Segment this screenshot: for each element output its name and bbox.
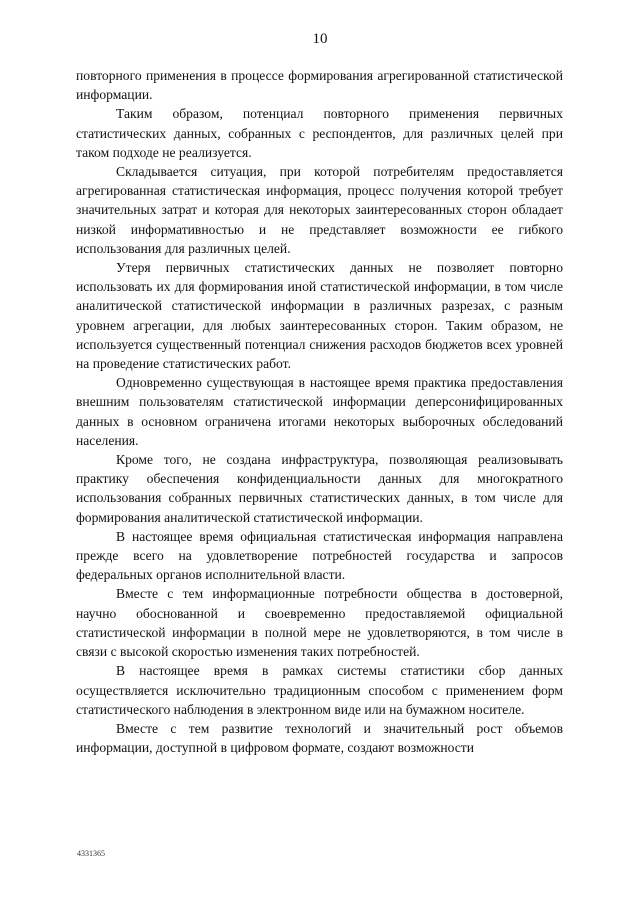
paragraph-2: Таким образом, потенциал повторного применения первичных статистических данных, собранных с респондентов, для различных целей при таком подходе не реализуется. — [76, 106, 563, 160]
paragraph-10: Вместе с тем развитие технологий и значительный рост объемов информации, доступной в цифровом формате, создают возможности — [76, 720, 563, 756]
document-body — [76, 66, 563, 757]
paragraph-8: Вместе с тем информационные потребности общества в достоверной, научно обоснованной и своевременно предоставляемой официальной статистической информации в полной мере не удовлетворяются, в том числе в связи с высокой скоростью изменения таких потребностей. — [76, 586, 563, 660]
paragraph-1: повторного применения в процессе формирования агрегированной статистической информации. — [76, 68, 563, 103]
paragraph-3: Складывается ситуация, при которой потребителям предоставляется агрегированная статистическая информация, процесс получения которой требует значительных затрат и которая для некоторых заинтересованных сторон обладает низкой информативностью и не представляет возможности ее гибкого использования для различных целей. — [76, 164, 563, 256]
page-number: 10 — [312, 31, 328, 47]
paragraph-4: Утеря первичных статистических данных не позволяет повторно использовать их для формирования иной статистической информации, в том числе аналитической статистической информации в различных разрезах, с разным уровнем агрегации, для любых заинтересованных сторон. Таким образом, не используется существенный потенциал снижения расходов бюджетов всех уровней на проведение статистических работ. — [76, 260, 563, 372]
paragraph-9: В настоящее время в рамках системы статистики сбор данных осуществляется исключительно традиционным способом с применением форм статистического наблюдения в электронном виде или на бумажном носителе. — [76, 663, 563, 717]
document-code: 4331365 — [77, 849, 105, 858]
paragraph-5: Одновременно существующая в настоящее время практика предоставления внешним пользователям статистической информации деперсонифицированных данных в основном ограничена итогами некоторых выборочных обследований населения. — [76, 375, 563, 448]
paragraph-7: В настоящее время официальная статистическая информация направлена прежде всего на удовлетворение потребностей государства и запросов федеральных органов исполнительной власти. — [76, 528, 563, 583]
paragraph-6: Кроме того, не создана инфраструктура, позволяющая реализовывать практику обеспечения конфиденциальности данных для многократного использования собранных первичных статистических данных, в том числе для формирования аналитической статистической информации. — [76, 452, 563, 525]
